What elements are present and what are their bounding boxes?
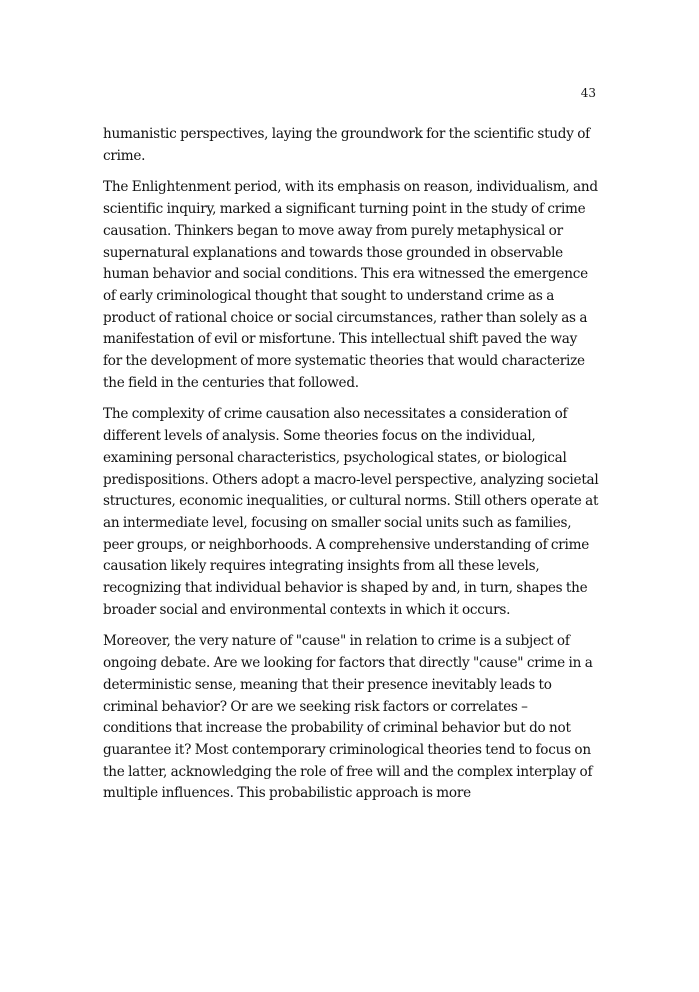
page-number: 43 bbox=[580, 86, 596, 100]
paragraph-levels-of-analysis: The complexity of crime causation also necessitates a consideration of different levels of analysis. Some theories focus on the individual, examining personal characteristics, psychological states, or biological predispositions. Others adopt a macro-level perspective, analyzing societal structures, economic inequalities, or cultural norms. Still others operate at an intermediate level, focusing on smaller social units such as families, peer groups, or neighborhoods. A comprehensive understanding of crime causation likely requires integrating insights from all these levels, recognizing that individual behavior is shaped by and, in turn, shapes the broader social and environmental contexts in which it occurs. bbox=[103, 406, 599, 618]
paragraph-nature-of-cause: Moreover, the very nature of "cause" in relation to crime is a subject of ongoing debate. Are we looking for factors that directly "cause" crime in a deterministic sense, meaning that their presence inevitably leads to criminal behavior? Or are we seeking risk factors or correlates – conditions that increase the probability of criminal behavior but do not guarantee it? Most contemporary criminological theories tend to focus on the latter, acknowledging the role of free will and the complex interplay of multiple influences. This probabilistic approach is more bbox=[103, 633, 593, 802]
body-text bbox=[103, 124, 599, 815]
paragraph-continuation: humanistic perspectives, laying the groundwork for the scientific study of crime. bbox=[103, 126, 590, 164]
paragraph-enlightenment: The Enlightenment period, with its emphasis on reason, individualism, and scientific inquiry, marked a significant turning point in the study of crime causation. Thinkers began to move away from purely metaphysical or supernatural explanations and towards those grounded in observable human behavior and social conditions. This era witnessed the emergence of early criminological thought that sought to understand crime as a product of rational choice or social circumstances, rather than solely as a manifestation of evil or misfortune. This intellectual shift paved the way for the development of more systematic theories that would characterize the field in the centuries that followed. bbox=[103, 179, 598, 391]
